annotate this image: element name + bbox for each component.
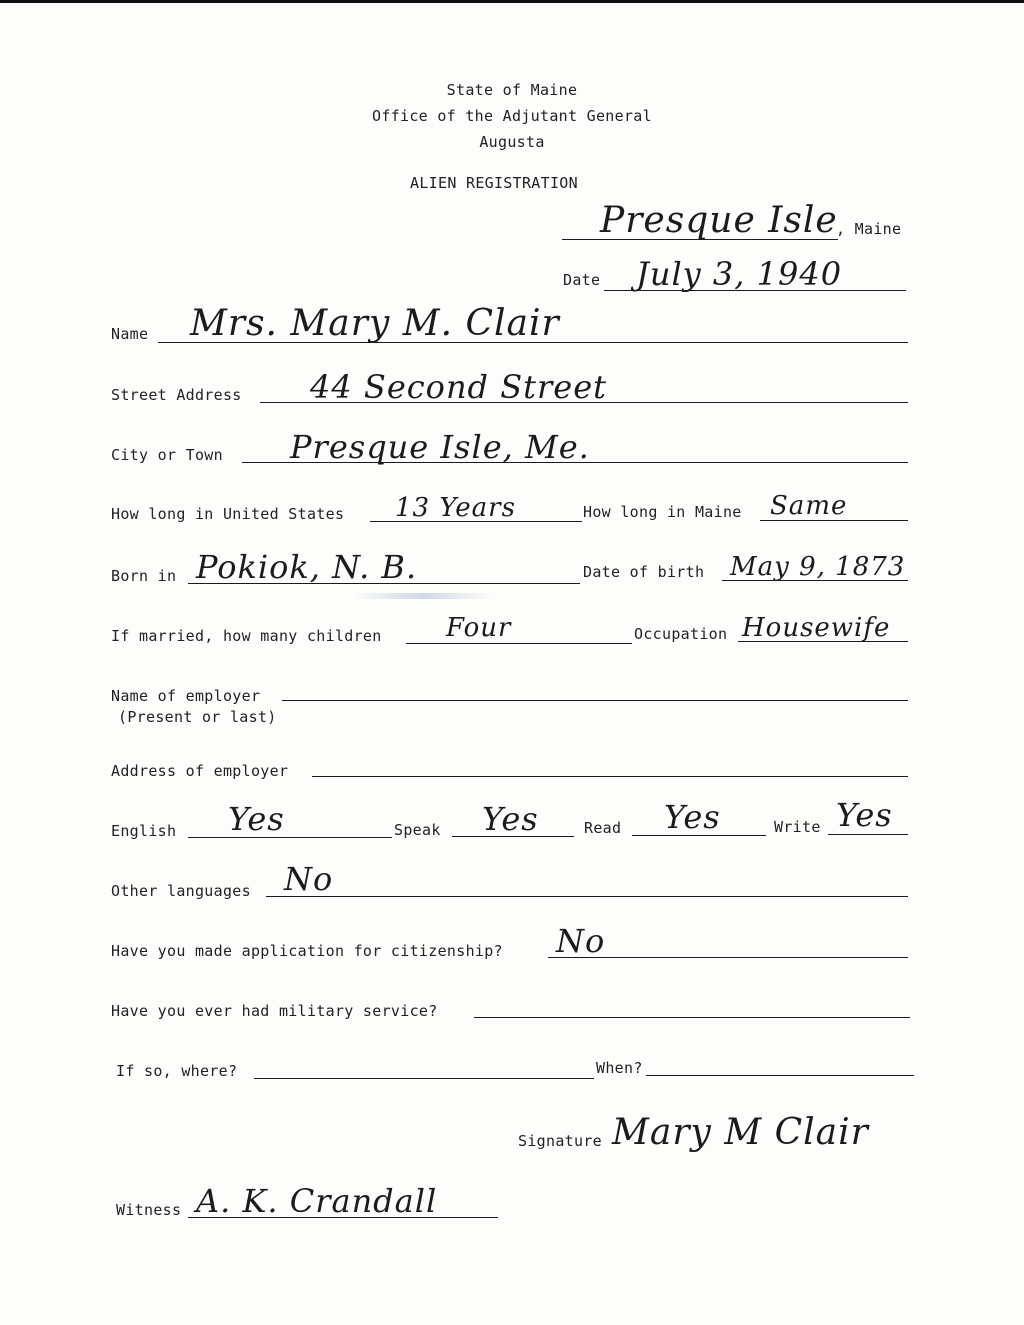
how-long-maine-value: Same	[770, 491, 848, 521]
employer-address-label: Address of employer	[111, 762, 289, 780]
where-line	[254, 1078, 594, 1079]
city-line	[242, 462, 908, 463]
occupation-value: Housewife	[742, 613, 891, 643]
date-label: Date	[563, 271, 601, 289]
place-line	[562, 239, 838, 240]
when-label: When?	[596, 1059, 643, 1077]
how-long-maine-line	[760, 520, 908, 521]
english-label: English	[111, 822, 177, 840]
children-line	[406, 643, 632, 644]
speak-line	[452, 836, 574, 837]
children-label: If married, how many children	[111, 627, 382, 645]
read-value: Yes	[664, 798, 721, 836]
date-of-birth-label: Date of birth	[583, 563, 705, 581]
place-suffix: , Maine	[836, 220, 902, 238]
date-line	[604, 290, 906, 291]
witness-label: Witness	[116, 1201, 182, 1219]
street-line	[260, 402, 908, 403]
where-label: If so, where?	[116, 1062, 238, 1080]
place-value: Presque Isle	[600, 200, 838, 241]
citizenship-value: No	[556, 922, 606, 960]
how-long-maine-label: How long in Maine	[583, 503, 742, 521]
occupation-label: Occupation	[634, 625, 728, 643]
date-of-birth-line	[722, 580, 908, 581]
citizenship-line	[548, 957, 908, 958]
employer-line	[282, 700, 908, 701]
name-line	[158, 342, 908, 343]
speak-label: Speak	[394, 821, 441, 839]
city-value: Presque Isle, Me.	[290, 428, 590, 466]
name-value: Mrs. Mary M. Clair	[190, 303, 560, 344]
date-value: July 3, 1940	[636, 255, 843, 293]
signature-value: Mary M Clair	[612, 1112, 869, 1153]
form-title: ALIEN REGISTRATION	[410, 174, 578, 192]
occupation-line	[738, 641, 908, 642]
other-languages-label: Other languages	[111, 882, 251, 900]
header-city: Augusta	[479, 133, 545, 151]
born-in-line	[188, 583, 580, 584]
english-line	[188, 837, 392, 838]
how-long-us-value: 13 Years	[395, 493, 516, 523]
how-long-us-line	[370, 521, 582, 522]
military-line	[474, 1017, 910, 1018]
other-languages-line	[266, 896, 908, 897]
other-languages-value: No	[284, 860, 334, 898]
born-in-value: Pokiok, N. B.	[196, 548, 418, 586]
read-line	[632, 835, 766, 836]
when-line	[646, 1075, 914, 1076]
signature-label: Signature	[518, 1132, 602, 1150]
city-label: City or Town	[111, 446, 223, 464]
write-line	[828, 834, 908, 835]
military-label: Have you ever had military service?	[111, 1002, 438, 1020]
citizenship-label: Have you made application for citizenship?	[111, 942, 503, 960]
witness-value: A. K. Crandall	[196, 1182, 438, 1220]
write-value: Yes	[836, 796, 893, 834]
header-office: Office of the Adjutant General	[372, 107, 652, 125]
street-label: Street Address	[111, 386, 242, 404]
read-label: Read	[584, 819, 622, 837]
english-value: Yes	[228, 800, 285, 838]
employer-sublabel: (Present or last)	[118, 708, 277, 726]
how-long-us-label: How long in United States	[111, 505, 345, 523]
born-in-label: Born in	[111, 567, 177, 585]
street-value: 44 Second Street	[310, 368, 608, 406]
ink-smudge	[352, 593, 492, 599]
write-label: Write	[774, 818, 821, 836]
speak-value: Yes	[482, 800, 539, 838]
employer-address-line	[312, 776, 908, 777]
header-state: State of Maine	[446, 81, 578, 99]
date-of-birth-value: May 9, 1873	[730, 552, 906, 582]
name-label: Name	[111, 325, 149, 343]
children-value: Four	[446, 613, 512, 643]
witness-line	[188, 1217, 498, 1218]
employer-label: Name of employer	[111, 687, 261, 705]
